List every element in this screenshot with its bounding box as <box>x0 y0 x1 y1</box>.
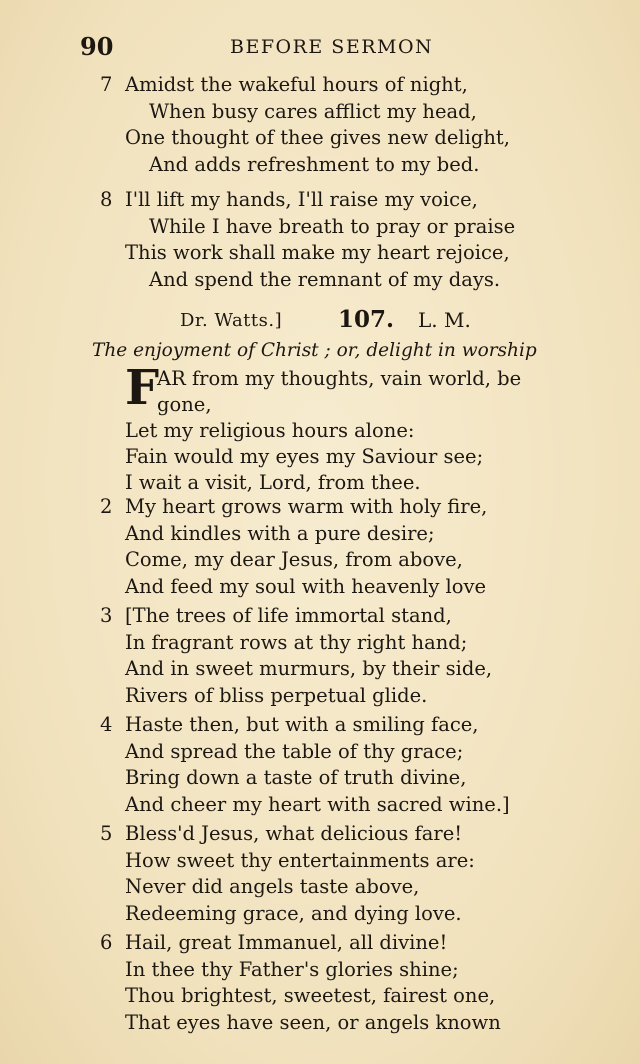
stanza-number: 7 <box>100 73 113 96</box>
stanza-number: 5 <box>100 822 113 845</box>
verse-line: Amidst the wakeful hours of night, <box>125 73 468 96</box>
stanza-4 <box>100 712 570 818</box>
stanza-5 <box>100 821 570 927</box>
stanza-8 <box>100 187 570 293</box>
verse-line: Haste then, but with a smiling face, <box>125 713 479 736</box>
running-title: BEFORE SERMON <box>230 36 434 58</box>
verse-line: In thee thy Father's glories shine; <box>125 957 459 981</box>
verse-line: One thought of thee gives new delight, <box>125 126 510 149</box>
verse-line: Come, my dear Jesus, from above, <box>125 548 463 571</box>
hymn-author: Dr. Watts.] <box>180 310 283 331</box>
verse-line: gone, <box>157 393 212 416</box>
stanza-number: 4 <box>100 713 113 736</box>
hymn-subtitle: The enjoyment of Christ ; or, delight in worship <box>92 340 537 361</box>
hymn-heading <box>180 306 580 338</box>
verse-line: When busy cares afflict my head, <box>149 99 477 123</box>
verse-line: Redeeming grace, and dying love. <box>125 901 462 925</box>
stanza-3 <box>100 603 570 709</box>
hymn-stanzas <box>100 494 570 1036</box>
verse-line: Rivers of bliss perpetual glide. <box>125 683 428 707</box>
stanza-number: 2 <box>100 495 113 518</box>
verse-line: And feed my soul with heavenly love <box>125 574 487 598</box>
verse-line: Bring down a taste of truth divine, <box>125 766 467 789</box>
verse-line: And cheer my heart with sacred wine.] <box>125 792 510 816</box>
stanza-number: 6 <box>100 931 113 954</box>
stanza-6 <box>100 930 570 1036</box>
verse-line: And in sweet murmurs, by their side, <box>125 657 493 680</box>
page-number: 90 <box>80 32 114 61</box>
verse-line: In fragrant rows at thy right hand; <box>125 630 468 654</box>
stanza-1 <box>125 360 585 496</box>
verse-line: And adds refreshment to my bed. <box>149 152 480 176</box>
hymn-meter: L. M. <box>418 308 471 332</box>
verse-line: How sweet thy entertainments are: <box>125 848 475 872</box>
hymn-number: 107. <box>338 306 395 333</box>
stanza-number: 8 <box>100 188 113 211</box>
verse-line: Bless'd Jesus, what delicious fare! <box>125 822 463 845</box>
verse-line: Never did angels taste above, <box>125 875 420 898</box>
verse-line: And spend the remnant of my days. <box>149 267 501 291</box>
verse-line: I wait a visit, Lord, from thee. <box>125 471 421 494</box>
verse-line: While I have breath to pray or praise <box>149 214 516 238</box>
verse-line: [The trees of life immortal stand, <box>125 604 452 627</box>
previous-hymn <box>100 72 570 293</box>
verse-line: Fain would my eyes my Saviour see; <box>125 445 484 468</box>
stanza-7 <box>100 72 570 178</box>
verse-line: My heart grows warm with holy fire, <box>125 495 488 518</box>
verse-line: This work shall make my heart rejoice, <box>125 241 510 264</box>
verse-line: Hail, great Immanuel, all divine! <box>125 931 448 954</box>
verse-line: And spread the table of thy grace; <box>125 739 464 763</box>
verse-line: Let my religious hours alone: <box>125 419 415 442</box>
verse-line: AR from my thoughts, vain world, be <box>157 367 522 390</box>
verse-line: That eyes have seen, or angels known <box>125 1010 501 1034</box>
drop-cap: F <box>125 360 160 416</box>
running-head <box>80 32 580 62</box>
stanza-number: 3 <box>100 604 113 627</box>
verse-line: I'll lift my hands, I'll raise my voice, <box>125 188 478 211</box>
verse-line: Thou brightest, sweetest, fairest one, <box>125 984 496 1007</box>
verse-line: And kindles with a pure desire; <box>125 521 435 545</box>
stanza-2 <box>100 494 570 600</box>
